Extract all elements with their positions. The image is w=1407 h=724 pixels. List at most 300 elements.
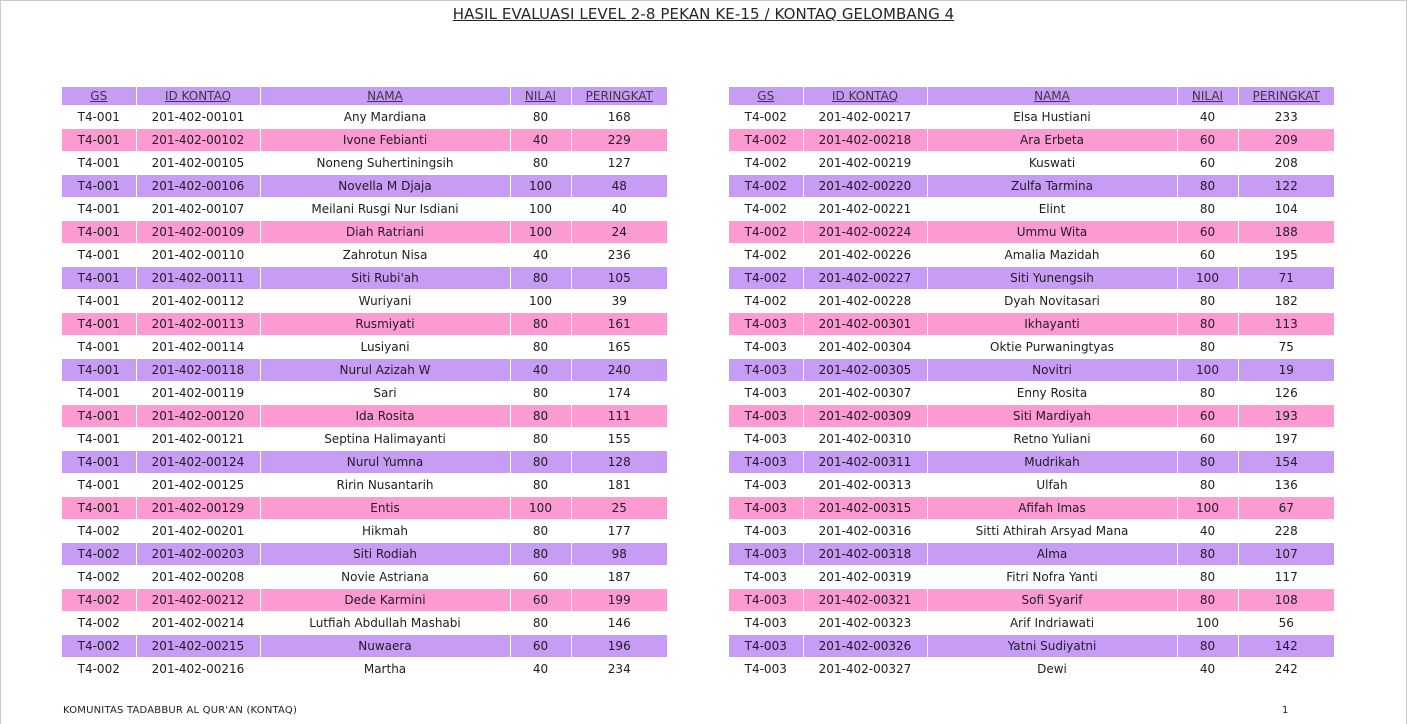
cell-nilai: 80 [1177,451,1238,474]
cell-gs: T4-001 [62,359,136,382]
table-row [62,520,667,543]
table-row [729,635,1334,658]
cell-peringkat: 208 [1238,152,1334,175]
table-row [62,474,667,497]
table-row [62,589,667,612]
cell-gs: T4-002 [729,152,803,175]
cell-nama: Sitti Athirah Arsyad Mana [927,520,1177,543]
cell-nilai: 80 [1177,313,1238,336]
cell-id-kontaq: 201-402-00220 [803,175,927,198]
cell-peringkat: 181 [571,474,667,497]
cell-id-kontaq: 201-402-00125 [136,474,260,497]
cell-nilai: 100 [1177,497,1238,520]
cell-id-kontaq: 201-402-00304 [803,336,927,359]
cell-id-kontaq: 201-402-00118 [136,359,260,382]
cell-gs: T4-001 [62,405,136,428]
cell-gs: T4-002 [62,566,136,589]
cell-peringkat: 161 [571,313,667,336]
table-row [729,152,1334,175]
cell-peringkat: 155 [571,428,667,451]
footer-organization: KOMUNITAS TADABBUR AL QUR'AN (KONTAQ) [63,705,298,716]
cell-nilai: 80 [510,474,571,497]
cell-nama: Amalia Mazidah [927,244,1177,267]
cell-peringkat: 199 [571,589,667,612]
cell-nilai: 100 [510,290,571,313]
cell-peringkat: 19 [1238,359,1334,382]
cell-id-kontaq: 201-402-00311 [803,451,927,474]
header-gs: GS [62,87,136,106]
cell-id-kontaq: 201-402-00301 [803,313,927,336]
cell-nama: Novitri [927,359,1177,382]
cell-gs: T4-002 [729,244,803,267]
header-nilai: NILAI [510,87,571,106]
table-row [62,566,667,589]
cell-nama: Siti Rodiah [260,543,510,566]
cell-nama: Retno Yuliani [927,428,1177,451]
cell-nama: Ara Erbeta [927,129,1177,152]
cell-peringkat: 127 [571,152,667,175]
cell-gs: T4-001 [62,198,136,221]
cell-nama: Siti Yunengsih [927,267,1177,290]
cell-gs: T4-003 [729,428,803,451]
cell-peringkat: 242 [1238,658,1334,681]
cell-id-kontaq: 201-402-00113 [136,313,260,336]
results-table-left [62,87,667,680]
cell-id-kontaq: 201-402-00114 [136,336,260,359]
table-row [729,198,1334,221]
cell-nilai: 60 [1177,221,1238,244]
cell-peringkat: 98 [571,543,667,566]
cell-nilai: 80 [510,428,571,451]
cell-peringkat: 48 [571,175,667,198]
cell-gs: T4-002 [729,106,803,129]
cell-gs: T4-001 [62,497,136,520]
cell-nilai: 80 [1177,336,1238,359]
cell-gs: T4-003 [729,658,803,681]
cell-nilai: 60 [1177,405,1238,428]
cell-nilai: 100 [1177,267,1238,290]
cell-peringkat: 197 [1238,428,1334,451]
header-nama: NAMA [260,87,510,106]
cell-gs: T4-002 [729,221,803,244]
cell-id-kontaq: 201-402-00227 [803,267,927,290]
cell-nama: Afifah Imas [927,497,1177,520]
table-row [729,497,1334,520]
cell-peringkat: 188 [1238,221,1334,244]
cell-gs: T4-003 [729,336,803,359]
cell-peringkat: 142 [1238,635,1334,658]
cell-gs: T4-003 [729,451,803,474]
table-row [62,497,667,520]
cell-nilai: 40 [510,359,571,382]
table-row [729,290,1334,313]
cell-id-kontaq: 201-402-00215 [136,635,260,658]
table-row [729,566,1334,589]
cell-nama: Yatni Sudiyatni [927,635,1177,658]
cell-gs: T4-003 [729,520,803,543]
cell-peringkat: 56 [1238,612,1334,635]
cell-peringkat: 182 [1238,290,1334,313]
cell-id-kontaq: 201-402-00112 [136,290,260,313]
page-border-top [0,0,1406,1]
table-row [729,359,1334,382]
table-row [62,175,667,198]
cell-nama: Meilani Rusgi Nur Isdiani [260,198,510,221]
cell-nilai: 80 [1177,635,1238,658]
cell-id-kontaq: 201-402-00228 [803,290,927,313]
cell-peringkat: 108 [1238,589,1334,612]
cell-nilai: 80 [510,267,571,290]
cell-gs: T4-002 [62,612,136,635]
table-row [729,221,1334,244]
cell-id-kontaq: 201-402-00201 [136,520,260,543]
cell-gs: T4-001 [62,244,136,267]
cell-id-kontaq: 201-402-00224 [803,221,927,244]
cell-gs: T4-003 [729,313,803,336]
table-row [729,382,1334,405]
table-row [729,451,1334,474]
cell-nilai: 100 [510,221,571,244]
cell-nilai: 40 [1177,106,1238,129]
cell-gs: T4-002 [729,198,803,221]
cell-nilai: 60 [1177,428,1238,451]
cell-nama: Siti Rubi'ah [260,267,510,290]
cell-nilai: 80 [1177,290,1238,313]
cell-gs: T4-003 [729,589,803,612]
cell-gs: T4-001 [62,129,136,152]
cell-nama: Arif Indriawati [927,612,1177,635]
table-row [62,313,667,336]
cell-nama: Elsa Hustiani [927,106,1177,129]
cell-peringkat: 122 [1238,175,1334,198]
cell-nama: Novella M Djaja [260,175,510,198]
cell-nama: Mudrikah [927,451,1177,474]
cell-gs: T4-001 [62,428,136,451]
cell-peringkat: 236 [571,244,667,267]
table-body-left [62,106,667,681]
cell-id-kontaq: 201-402-00203 [136,543,260,566]
cell-nama: Entis [260,497,510,520]
cell-peringkat: 71 [1238,267,1334,290]
table-row [62,428,667,451]
cell-id-kontaq: 201-402-00216 [136,658,260,681]
cell-peringkat: 40 [571,198,667,221]
cell-nilai: 100 [510,198,571,221]
cell-peringkat: 39 [571,290,667,313]
cell-id-kontaq: 201-402-00109 [136,221,260,244]
page-border-left [0,0,1,724]
header-id-kontaq: ID KONTAQ [803,87,927,106]
table-row [62,129,667,152]
cell-id-kontaq: 201-402-00309 [803,405,927,428]
cell-nilai: 60 [510,589,571,612]
cell-nama: Nurul Yumna [260,451,510,474]
cell-peringkat: 233 [1238,106,1334,129]
cell-nilai: 80 [1177,589,1238,612]
cell-nilai: 40 [510,129,571,152]
header-nilai: NILAI [1177,87,1238,106]
cell-nama: Nurul Azizah W [260,359,510,382]
cell-peringkat: 25 [571,497,667,520]
cell-gs: T4-002 [729,290,803,313]
cell-peringkat: 117 [1238,566,1334,589]
cell-nilai: 80 [510,106,571,129]
table-row [62,336,667,359]
cell-nama: Lutfiah Abdullah Mashabi [260,612,510,635]
cell-nama: Rusmiyati [260,313,510,336]
table-row [729,428,1334,451]
cell-gs: T4-003 [729,612,803,635]
cell-peringkat: 193 [1238,405,1334,428]
cell-id-kontaq: 201-402-00310 [803,428,927,451]
cell-gs: T4-003 [729,382,803,405]
cell-gs: T4-003 [729,405,803,428]
cell-id-kontaq: 201-402-00326 [803,635,927,658]
cell-peringkat: 187 [571,566,667,589]
cell-id-kontaq: 201-402-00217 [803,106,927,129]
cell-id-kontaq: 201-402-00226 [803,244,927,267]
cell-gs: T4-001 [62,221,136,244]
cell-nama: Ririn Nusantarih [260,474,510,497]
table-header-row [62,87,667,106]
cell-nilai: 60 [510,566,571,589]
cell-peringkat: 67 [1238,497,1334,520]
cell-gs: T4-002 [62,635,136,658]
cell-gs: T4-002 [62,520,136,543]
cell-peringkat: 229 [571,129,667,152]
cell-id-kontaq: 201-402-00119 [136,382,260,405]
cell-peringkat: 111 [571,405,667,428]
cell-nama: Dyah Novitasari [927,290,1177,313]
cell-id-kontaq: 201-402-00327 [803,658,927,681]
cell-nilai: 80 [510,543,571,566]
table-row [62,221,667,244]
cell-nama: Noneng Suhertiningsih [260,152,510,175]
cell-nama: Dewi [927,658,1177,681]
cell-id-kontaq: 201-402-00307 [803,382,927,405]
cell-nama: Novie Astriana [260,566,510,589]
cell-nilai: 80 [1177,543,1238,566]
page-number: 1 [1282,705,1289,716]
table-header-row [729,87,1334,106]
cell-id-kontaq: 201-402-00212 [136,589,260,612]
cell-nama: Kuswati [927,152,1177,175]
cell-gs: T4-001 [62,382,136,405]
cell-peringkat: 196 [571,635,667,658]
cell-gs: T4-002 [729,267,803,290]
cell-nama: Sofi Syarif [927,589,1177,612]
table-row [62,106,667,129]
table-row [729,543,1334,566]
cell-nama: Ivone Febianti [260,129,510,152]
cell-gs: T4-001 [62,313,136,336]
cell-nama: Any Mardiana [260,106,510,129]
cell-nilai: 100 [1177,359,1238,382]
cell-peringkat: 104 [1238,198,1334,221]
cell-nama: Lusiyani [260,336,510,359]
table-row [729,658,1334,681]
table-row [729,589,1334,612]
table-row [62,658,667,681]
cell-gs: T4-001 [62,451,136,474]
cell-nilai: 60 [1177,129,1238,152]
cell-gs: T4-002 [62,658,136,681]
cell-gs: T4-001 [62,474,136,497]
cell-id-kontaq: 201-402-00305 [803,359,927,382]
cell-gs: T4-002 [729,129,803,152]
cell-peringkat: 195 [1238,244,1334,267]
cell-id-kontaq: 201-402-00129 [136,497,260,520]
cell-nilai: 80 [510,313,571,336]
cell-peringkat: 136 [1238,474,1334,497]
cell-id-kontaq: 201-402-00313 [803,474,927,497]
cell-id-kontaq: 201-402-00219 [803,152,927,175]
table-row [729,267,1334,290]
table-row [729,106,1334,129]
cell-peringkat: 228 [1238,520,1334,543]
header-id-kontaq: ID KONTAQ [136,87,260,106]
cell-peringkat: 126 [1238,382,1334,405]
cell-peringkat: 128 [571,451,667,474]
cell-nama: Martha [260,658,510,681]
table-row [62,198,667,221]
cell-id-kontaq: 201-402-00321 [803,589,927,612]
cell-nilai: 100 [510,497,571,520]
cell-nilai: 60 [1177,152,1238,175]
cell-id-kontaq: 201-402-00208 [136,566,260,589]
header-peringkat: PERINGKAT [1238,87,1334,106]
cell-nilai: 80 [1177,382,1238,405]
cell-nama: Nuwaera [260,635,510,658]
cell-nilai: 80 [510,336,571,359]
table-row [729,612,1334,635]
cell-id-kontaq: 201-402-00316 [803,520,927,543]
cell-nama: Ida Rosita [260,405,510,428]
table-row [62,612,667,635]
cell-nama: Enny Rosita [927,382,1177,405]
cell-id-kontaq: 201-402-00120 [136,405,260,428]
cell-nama: Dede Karmini [260,589,510,612]
table-row [62,635,667,658]
cell-gs: T4-003 [729,635,803,658]
cell-peringkat: 107 [1238,543,1334,566]
cell-nama: Ulfah [927,474,1177,497]
cell-gs: T4-003 [729,566,803,589]
cell-gs: T4-003 [729,543,803,566]
header-peringkat: PERINGKAT [571,87,667,106]
cell-peringkat: 154 [1238,451,1334,474]
cell-nilai: 80 [510,451,571,474]
cell-nilai: 100 [510,175,571,198]
header-gs: GS [729,87,803,106]
cell-nama: Zahrotun Nisa [260,244,510,267]
table-row [62,451,667,474]
cell-id-kontaq: 201-402-00315 [803,497,927,520]
cell-gs: T4-001 [62,290,136,313]
cell-gs: T4-002 [62,589,136,612]
cell-gs: T4-003 [729,474,803,497]
cell-gs: T4-001 [62,106,136,129]
cell-peringkat: 146 [571,612,667,635]
cell-nilai: 60 [510,635,571,658]
table-row [729,520,1334,543]
cell-gs: T4-001 [62,336,136,359]
header-nama: NAMA [927,87,1177,106]
cell-peringkat: 113 [1238,313,1334,336]
cell-nilai: 80 [510,382,571,405]
table-row [62,290,667,313]
cell-peringkat: 177 [571,520,667,543]
table-row [729,244,1334,267]
table-row [62,382,667,405]
cell-nama: Septina Halimayanti [260,428,510,451]
cell-gs: T4-002 [62,543,136,566]
cell-nilai: 80 [1177,566,1238,589]
cell-nilai: 80 [1177,198,1238,221]
table-row [729,474,1334,497]
cell-id-kontaq: 201-402-00214 [136,612,260,635]
cell-nilai: 40 [1177,658,1238,681]
cell-nama: Elint [927,198,1177,221]
cell-gs: T4-003 [729,359,803,382]
cell-id-kontaq: 201-402-00318 [803,543,927,566]
cell-nilai: 80 [510,520,571,543]
cell-id-kontaq: 201-402-00107 [136,198,260,221]
cell-gs: T4-002 [729,175,803,198]
results-table-right [729,87,1334,680]
cell-nilai: 60 [1177,244,1238,267]
cell-peringkat: 209 [1238,129,1334,152]
cell-nama: Wuriyani [260,290,510,313]
cell-nilai: 40 [510,244,571,267]
table-row [62,267,667,290]
cell-id-kontaq: 201-402-00319 [803,566,927,589]
cell-nilai: 80 [1177,474,1238,497]
page-title: HASIL EVALUASI LEVEL 2-8 PEKAN KE-15 / KONTAQ GELOMBANG 4 [452,5,955,23]
table-row [62,359,667,382]
cell-nama: Oktie Purwaningtyas [927,336,1177,359]
cell-nama: Zulfa Tarmina [927,175,1177,198]
table-row [729,175,1334,198]
cell-id-kontaq: 201-402-00111 [136,267,260,290]
cell-id-kontaq: 201-402-00323 [803,612,927,635]
cell-peringkat: 24 [571,221,667,244]
cell-nama: Siti Mardiyah [927,405,1177,428]
table-row [62,543,667,566]
cell-id-kontaq: 201-402-00218 [803,129,927,152]
table-row [62,244,667,267]
cell-nilai: 80 [510,612,571,635]
cell-id-kontaq: 201-402-00101 [136,106,260,129]
cell-nilai: 40 [1177,520,1238,543]
cell-gs: T4-003 [729,497,803,520]
cell-peringkat: 234 [571,658,667,681]
cell-nilai: 80 [510,405,571,428]
cell-nilai: 100 [1177,612,1238,635]
cell-peringkat: 174 [571,382,667,405]
cell-id-kontaq: 201-402-00121 [136,428,260,451]
cell-nilai: 80 [1177,175,1238,198]
cell-peringkat: 75 [1238,336,1334,359]
cell-peringkat: 240 [571,359,667,382]
table-row [729,405,1334,428]
cell-id-kontaq: 201-402-00110 [136,244,260,267]
cell-gs: T4-001 [62,152,136,175]
table-row [729,313,1334,336]
cell-nama: Diah Ratriani [260,221,510,244]
table-body-right [729,106,1334,681]
cell-nama: Fitri Nofra Yanti [927,566,1177,589]
